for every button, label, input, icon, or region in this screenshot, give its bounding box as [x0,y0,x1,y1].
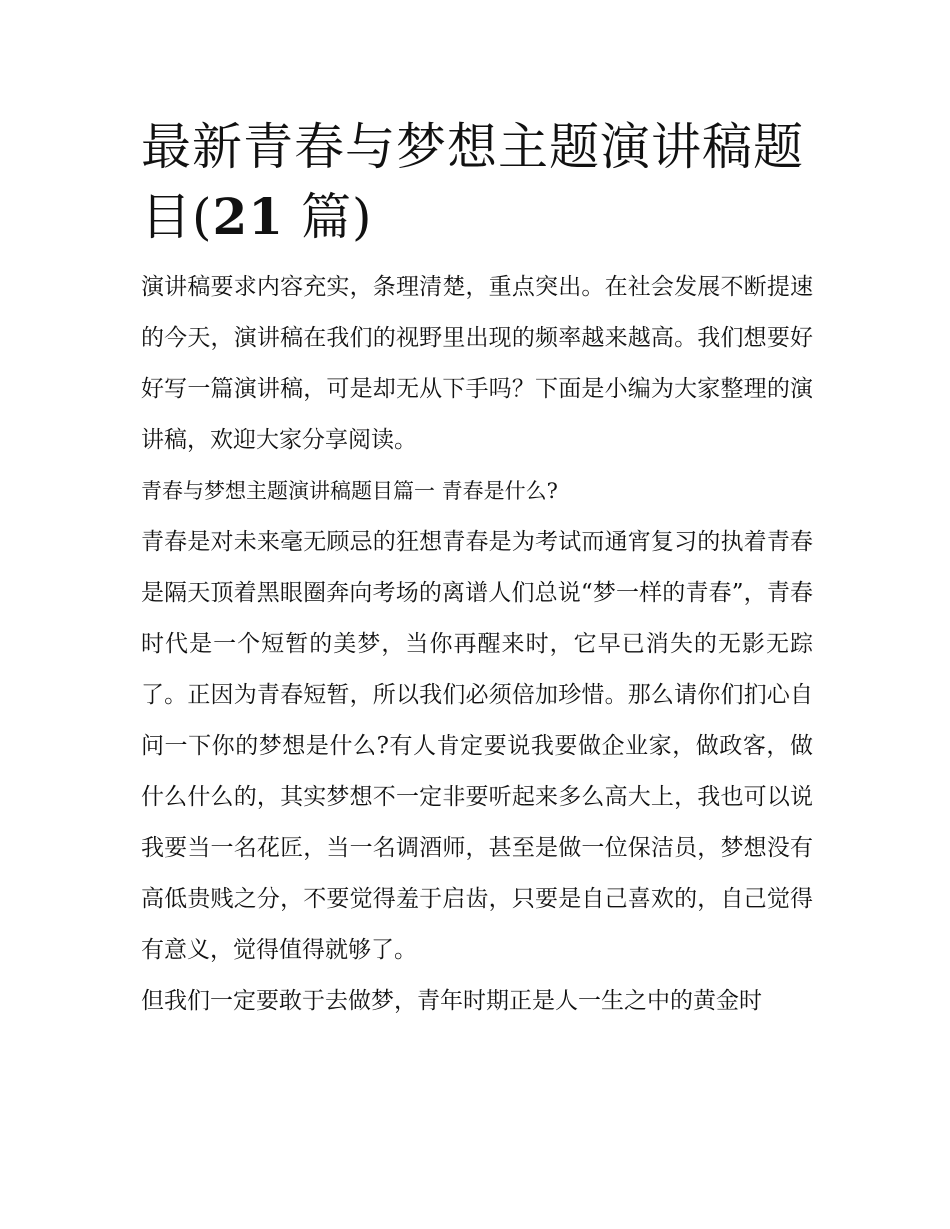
title-main: 最新青春与梦想主题演讲稿题目 [141,118,804,246]
section-heading: 青春与梦想主题演讲稿题目篇一 青春是什么? [141,479,558,503]
document-page [141,112,813,1027]
intro-paragraph: 演讲稿要求内容充实，条理清楚，重点突出。在社会发展不断提速的今天，演讲稿在我们的视野里出现的频率越来越高。我们想要好好写一篇演讲稿，可是却无从下手吗？下面是小编为大家整理的演讲稿，欢迎大家分享阅读。 [141,274,813,453]
document-body [141,262,813,1027]
title-number: 21 [212,187,285,246]
body-paragraph: 青春是对未来毫无顾忌的狂想青春是为考试而通宵复习的执着青春是隔天顶着黑眼圈奔向考场的离谱人们总说“梦一样的青春”，青春时代是一个短暂的美梦，当你再醒来时，它早已消失的无影无踪了。正因为青春短暂，所以我们必须倍加珍惜。那么请你们扪心自问一下你的梦想是什么?有人肯定要说我要做企业家，做政客，做什么什么的，其实梦想不一定非要听起来多么高大上，我也可以说我要当一名花匠，当一名调酒师，甚至是做一位保洁员，梦想没有高低贵贱之分，不要觉得羞于启齿，只要是自己喜欢的，自己觉得有意义，觉得值得就够了。 [141,529,813,963]
title-paren-close: 篇) [284,188,373,246]
document-title [141,112,813,252]
body-paragraph-continued: 但我们一定要敢于去做梦，青年时期正是人一生之中的黄金时 [141,988,762,1014]
title-paren-open: ( [192,188,213,246]
